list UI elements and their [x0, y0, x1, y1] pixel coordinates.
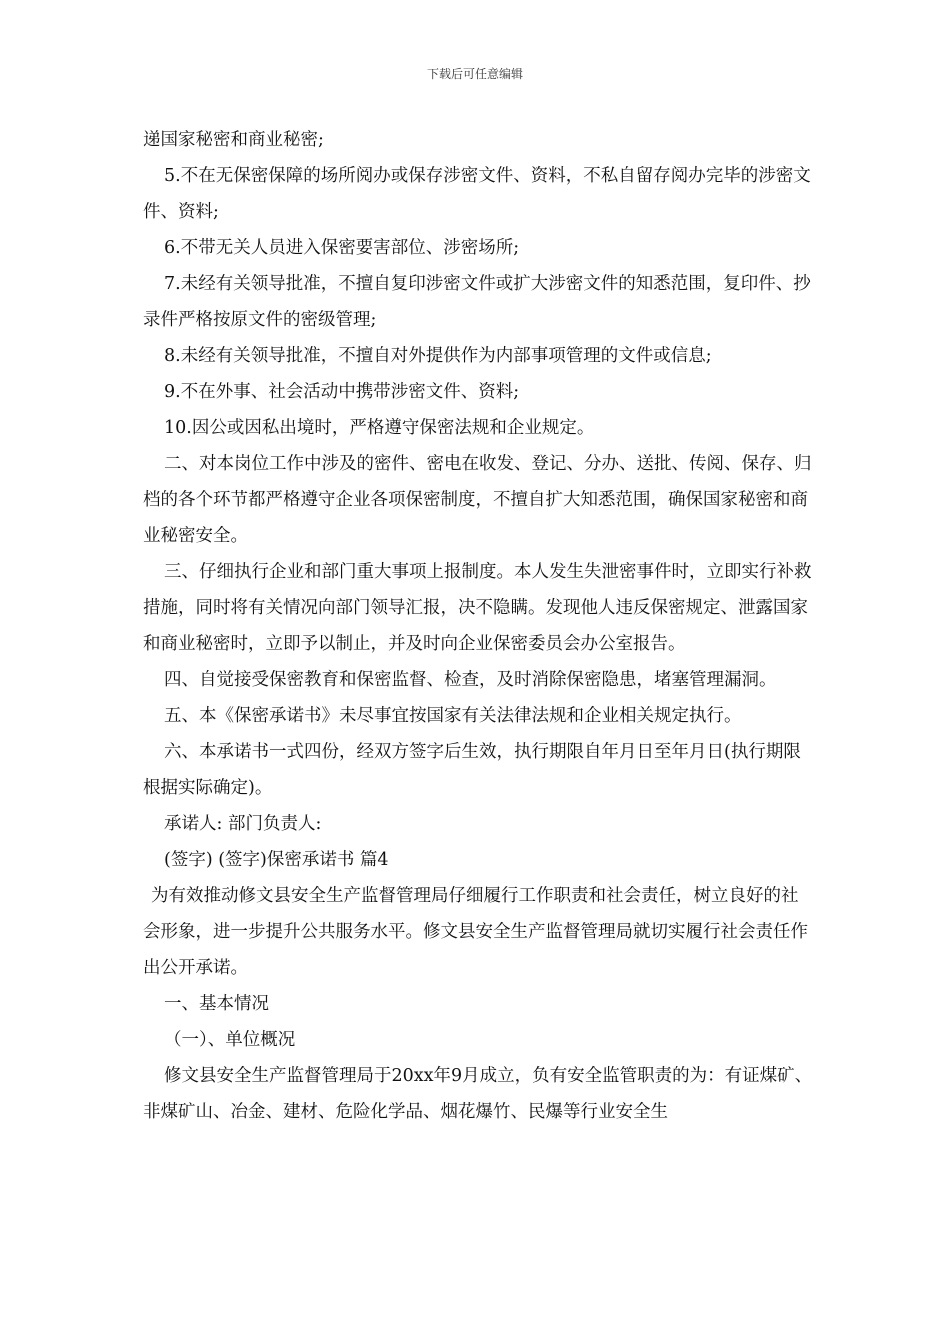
paragraph-7: 10.因公或因私出境时，严格遵守保密法规和企业规定。 [164, 418, 595, 438]
heading-basic-info: 一、基本情况 [164, 994, 269, 1014]
paragraph-5: 8.未经有关领导批准，不擅自对外提供作为内部事项管理的文件或信息; [164, 346, 712, 366]
paragraph-6: 9.不在外事、社会活动中携带涉密文件、资料; [164, 382, 520, 402]
paragraph-3: 6.不带无关人员进入保密要害部位、涉密场所; [164, 238, 520, 258]
paragraph-8: 二、对本岗位工作中涉及的密件、密电在收发、登记、分办、送批、传阅、保存、归档的各个环节都严格遵守企业各项保密制度，不擅自扩大知悉范围，确保国家秘密和商业秘密安全。 [143, 454, 812, 546]
page-header: 下载后可任意编辑 [426, 67, 523, 81]
paragraph-11: 五、本《保密承诺书》未尽事宜按国家有关法律法规和企业相关规定执行。 [164, 706, 742, 726]
paragraph-18: 修文县安全生产监督管理局于20xx年9月成立，负有安全监管职责的为：有证煤矿、非煤矿山、冶金、建材、危险化学品、烟花爆竹、民爆等行业安全生 [143, 1066, 813, 1122]
signature-line: 承诺人: 部门负责人: [164, 814, 322, 834]
paragraph-9: 三、仔细执行企业和部门重大事项上报制度。本人发生失泄密事件时，立即实行补救措施，同时将有关情况向部门领导汇报，决不隐瞒。发现他人违反保密规定、泄露国家和商业秘密时，立即予以制止，并及时向企业保密委员会办公室报告。 [143, 562, 812, 654]
paragraph-1: 递国家秘密和商业秘密; [143, 130, 324, 150]
paragraph-12: 六、本承诺书一式四份，经双方签字后生效，执行期限自年月日至年月日(执行期限根据实际确定)。 [143, 742, 801, 798]
section-heading-line: (签字) (签字)保密承诺书 篇4 [164, 850, 389, 870]
paragraph-4: 7.未经有关领导批准，不擅自复印涉密文件或扩大涉密文件的知悉范围，复印件、抄录件严格按原文件的密级管理; [143, 274, 811, 330]
subheading-unit-overview: （一）、单位概况 [164, 1030, 296, 1050]
paragraph-15: 为有效推动修文县安全生产监督管理局仔细履行工作职责和社会责任，树立良好的社会形象，进一步提升公共服务水平。修文县安全生产监督管理局就切实履行社会责任作出公开承诺。 [143, 886, 808, 978]
document-body [143, 122, 813, 1130]
paragraph-2: 5.不在无保密保障的场所阅办或保存涉密文件、资料，不私自留存阅办完毕的涉密文件、资料; [143, 166, 811, 222]
paragraph-10: 四、自觉接受保密教育和保密监督、检查，及时消除保密隐患，堵塞管理漏洞。 [164, 670, 777, 690]
